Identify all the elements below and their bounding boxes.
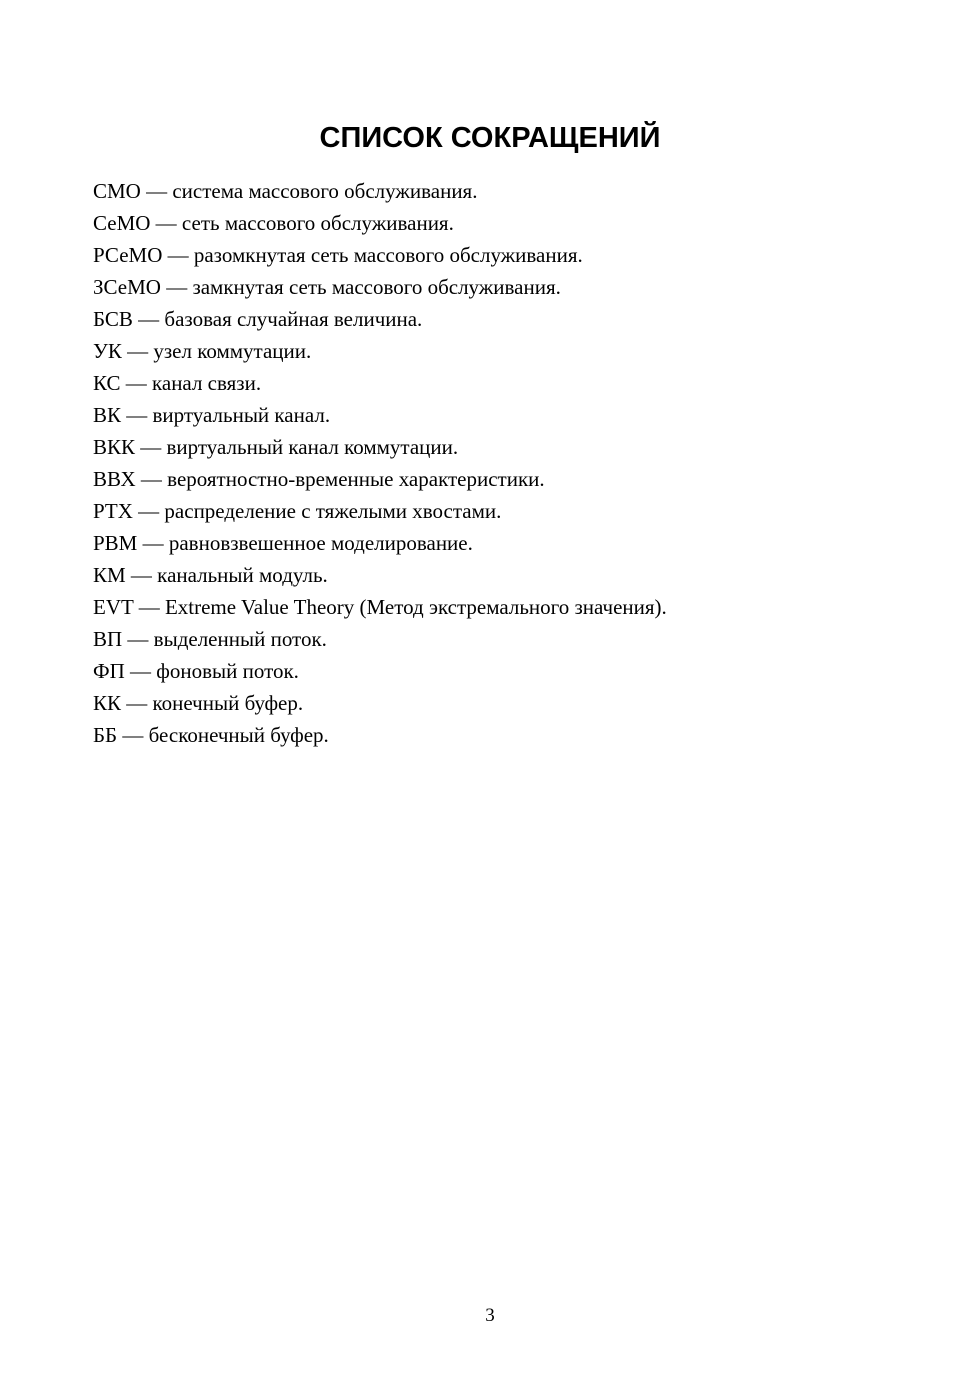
abbreviation-list [93, 175, 667, 751]
list-item: КМ — канальный модуль. [93, 563, 328, 587]
list-item: КС — канал связи. [93, 371, 262, 395]
list-item: СМО — система массового обслуживания. [93, 179, 478, 203]
list-item: БСВ — базовая случайная величина. [93, 307, 423, 331]
list-item: РТХ — распределение с тяжелыми хвостами. [93, 499, 502, 523]
page-number: 3 [485, 1305, 495, 1326]
list-item: РВМ — равновзвешенное моделирование. [93, 531, 473, 555]
list-item: РСеМО — разомкнутая сеть массового обслуживания. [93, 243, 583, 267]
list-item: ВК — виртуальный канал. [93, 403, 331, 427]
list-item: EVT — Extreme Value Theory (Метод экстремального значения). [93, 595, 667, 619]
list-item: ВВХ — вероятностно-временные характеристики. [93, 467, 545, 491]
list-item: СеМО — сеть массового обслуживания. [93, 211, 454, 235]
list-item: ВКК — виртуальный канал коммутации. [93, 435, 459, 459]
list-item: УК — узел коммутации. [93, 339, 312, 363]
page-title: СПИСОК СОКРАЩЕНИЙ [319, 122, 661, 154]
list-item: КК — конечный буфер. [93, 691, 304, 715]
list-item: ББ — бесконечный буфер. [93, 723, 329, 747]
list-item: ВП — выделенный поток. [93, 627, 327, 651]
list-item: ФП — фоновый поток. [93, 659, 299, 683]
list-item: ЗСеМО — замкнутая сеть массового обслуживания. [93, 275, 561, 299]
